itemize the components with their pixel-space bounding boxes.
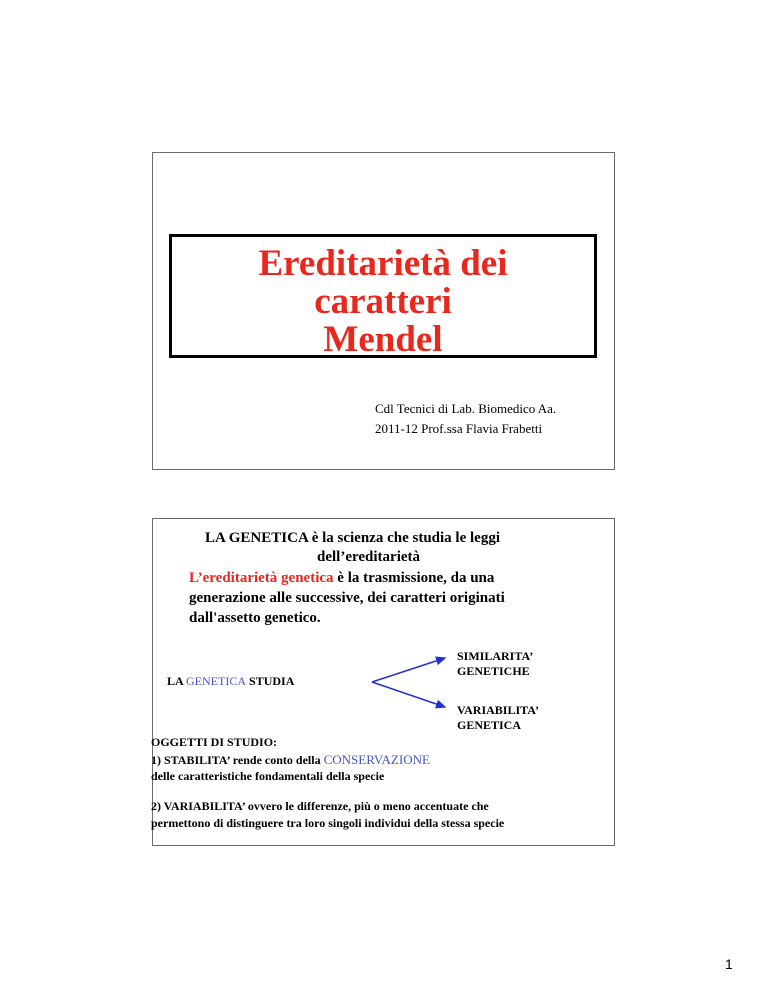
branch-arrows — [368, 649, 458, 719]
objects-heading: OGGETTI DI STUDIO: — [151, 735, 278, 749]
slide-title — [152, 152, 615, 470]
page-number: 1 — [725, 956, 733, 972]
title-line-1: Ereditarietà dei — [258, 243, 508, 284]
title-box — [169, 234, 597, 358]
definition-term: L’ereditarietà genetica — [189, 570, 334, 586]
slide-genetics — [152, 518, 615, 846]
definition-line-1 — [189, 570, 494, 587]
heading-line-1: LA GENETICA è la scienza che studia le leggi — [205, 530, 501, 546]
definition-line-3: dall'assetto genetico. — [189, 610, 321, 626]
heading-line-2: dell’ereditarietà — [317, 549, 421, 565]
object-2-line-1: 2) VARIABILITA’ ovvero le differenze, più o meno accentuate che — [151, 799, 489, 813]
title-line-2: caratteri — [314, 281, 452, 322]
conservation-term: CONSERVAZIONE — [323, 752, 430, 767]
object-2-line-2: permettono di distinguere tra loro singoli individui della stessa specie — [151, 816, 505, 830]
course-credit-line-1: Cdl Tecnici di Lab. Biomedico Aa. — [375, 401, 557, 416]
studies-suffix: STUDIA — [246, 674, 295, 688]
branch-variability-2: GENETICA — [457, 718, 522, 732]
genetics-term: GENETICA — [186, 674, 247, 688]
course-credit-line-2: 2011-12 Prof.ssa Flavia Frabetti — [375, 421, 543, 436]
genetics-studies-label — [167, 674, 294, 689]
object-1-line-1 — [151, 752, 430, 768]
arrow-up — [372, 658, 445, 682]
title-line-3: Mendel — [323, 319, 443, 360]
branch-variability-1: VARIABILITA’ — [457, 703, 540, 717]
definition-rest: è la trasmissione, da una — [333, 570, 495, 586]
object-1-prefix: 1) STABILITA’ rende conto della — [151, 753, 324, 767]
definition-line-2: generazione alle successive, dei caratteri originati — [189, 590, 505, 606]
branch-similarity-1: SIMILARITA’ — [457, 649, 534, 663]
studies-prefix: LA — [167, 674, 187, 688]
object-1-line-2: delle caratteristiche fondamentali della specie — [151, 769, 385, 783]
branch-similarity-2: GENETICHE — [457, 664, 530, 678]
arrow-down — [372, 682, 445, 707]
